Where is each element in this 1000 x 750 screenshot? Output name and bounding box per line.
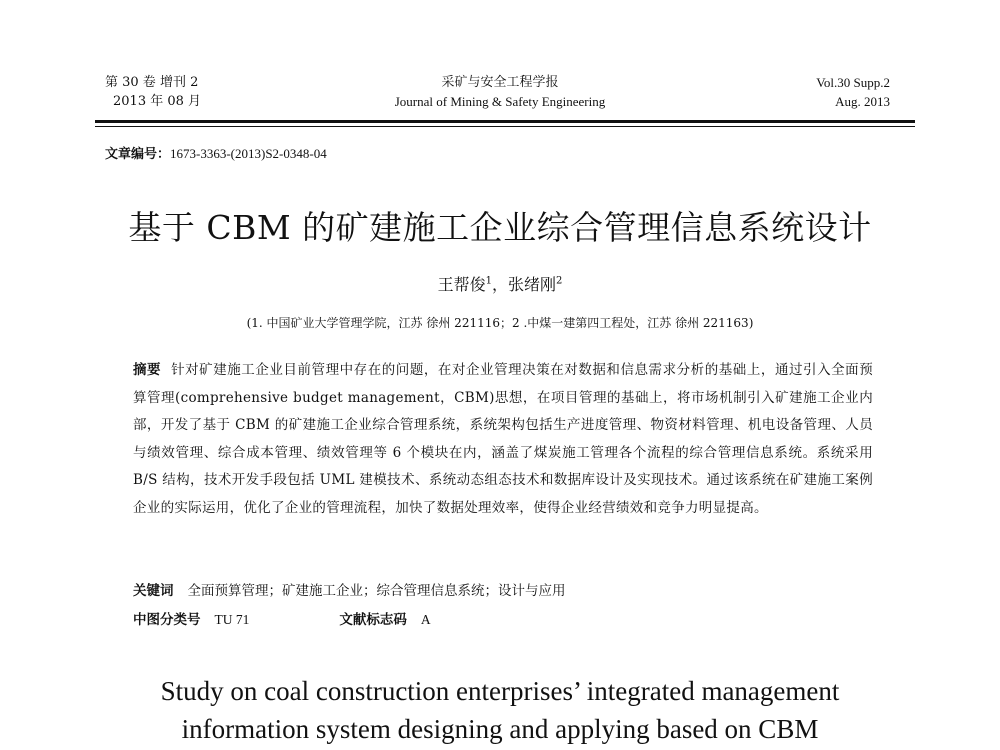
title-en-line2: information system designing and applying based on CBM (181, 714, 819, 744)
journal-volume-en (816, 73, 890, 111)
date-en: Aug. 2013 (835, 94, 890, 109)
author-affil-mark: 2 (556, 275, 563, 287)
author-name: 张绪刚 (508, 275, 557, 294)
issue-date: 2013 年 08 月 (113, 94, 202, 109)
author-separator: ， (491, 275, 508, 294)
journal-name-en: Journal of Mining & Safety Engineering (394, 94, 606, 109)
journal-volume-info (105, 73, 201, 111)
clc-label: 中图分类号 (133, 612, 201, 628)
author-affil-mark: 1 (485, 275, 492, 287)
clc-value: TU 71 (214, 612, 250, 627)
volume-en: Vol.30 Supp.2 (816, 75, 890, 90)
doc-code-label: 文献标志码 (339, 612, 407, 628)
paper-title-en (60, 672, 940, 748)
doc-code-value: A (420, 612, 431, 627)
classification (133, 608, 431, 632)
volume-issue: 第 30 卷 增刊 2 (105, 75, 199, 90)
article-number (105, 143, 327, 162)
author-list (300, 272, 700, 295)
keywords-text: 全面预算管理；矿建施工企业；综合管理信息系统；设计与应用 (187, 583, 566, 599)
author-name: 王帮俊 (437, 275, 486, 294)
abstract (133, 357, 873, 522)
title-en-line1: Study on coal construction enterprises’ integrated management (160, 676, 840, 706)
header-rule-thin (95, 126, 915, 127)
paper-title-zh: 基于 CBM 的矿建施工企业综合管理信息系统设计 (128, 208, 872, 247)
abstract-text: 针对矿建施工企业目前管理中存在的问题，在对企业管理决策在对数据和信息需求分析的基础上，通过引入全面预算管理(comprehensive budget management，CBM)思想，在项目管理的基础上，将市场机制引入矿建施工企业内部，开发了基于 CBM 的矿建施工企业综合管理系统，系统架构包括生产进度管理、物资材料管理、机电设备管理、人员与绩效管理、综合成本管理、绩效管理等 6 个模块在内，涵盖了煤炭施工管理各个流程的综合管理信息系统。系统采用 B/S 结构，技术开发手段包括 UML 建模技术、系统动态组态技术和数据库设计及实现技术。通过该系统在矿建施工案例企业的实际运用，优化了企业的管理流程，加快了数据处理效率，使得企业经营绩效和竞争力明显提高。 (133, 362, 873, 516)
keywords (133, 579, 566, 603)
article-number-label: 文章编号： (105, 147, 171, 162)
journal-name-zh: 采矿与安全工程学报 (441, 75, 559, 90)
abstract-label: 摘要 (133, 362, 162, 378)
keywords-label: 关键词 (133, 583, 174, 599)
article-number-value: 1673-3363-(2013)S2-0348-04 (170, 146, 327, 161)
journal-name (300, 73, 700, 111)
header-rule-thick (95, 120, 915, 123)
affiliations: (1. 中国矿业大学管理学院，江苏 徐州 221116；2 .中煤一建第四工程处，江苏 徐州 221163) (246, 316, 754, 330)
